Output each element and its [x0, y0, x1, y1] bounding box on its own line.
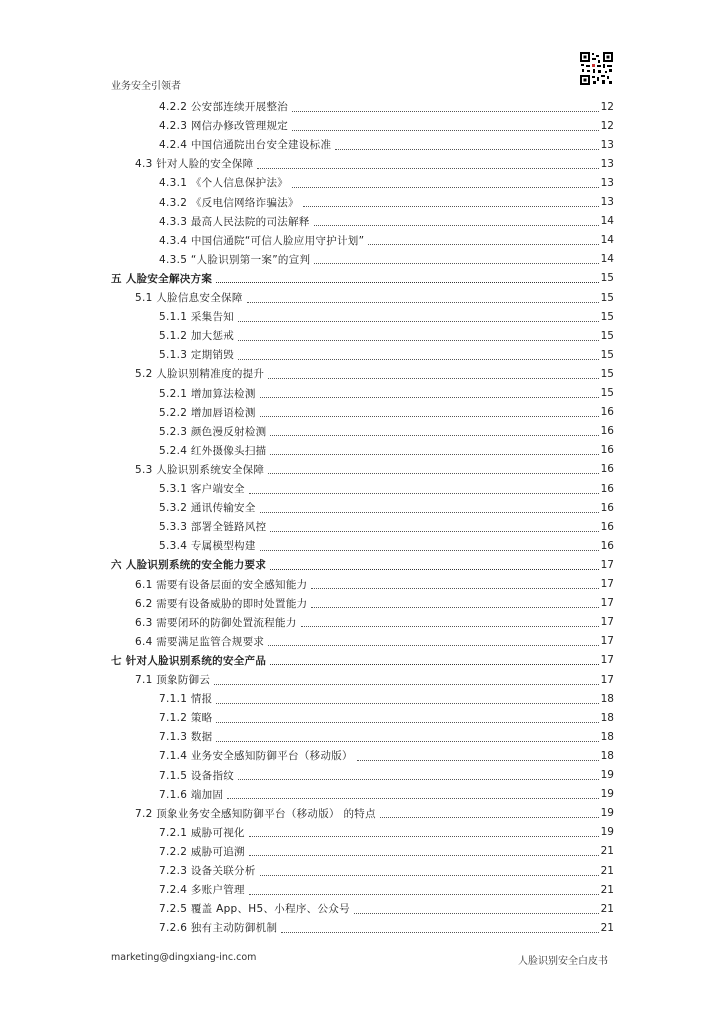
toc-entry-title: 6.1 需要有设备层面的安全感知能力	[135, 578, 308, 591]
toc-entry-title: 4.3.4 中国信通院“可信人脸应用守护计划”	[159, 234, 365, 247]
toc-page-number: 14	[600, 253, 614, 266]
toc-chapter-entry[interactable]	[111, 269, 614, 288]
toc-entry[interactable]	[135, 575, 614, 594]
footer-doc-title: 人脸识别安全白皮书	[518, 956, 608, 967]
toc-entry-title: 4.3.2 《反电信网络诈骗法》	[159, 196, 299, 209]
toc-entry[interactable]	[159, 384, 614, 403]
toc-entry-title: 4.2.3 网信办修改管理规定	[159, 120, 289, 133]
toc-entry-title: 7.2.6 独有主动防御机制	[159, 922, 278, 935]
toc-entry[interactable]	[135, 460, 614, 479]
toc-dot-leader	[260, 549, 599, 551]
toc-entry[interactable]	[159, 231, 614, 250]
toc-page-number: 18	[600, 749, 614, 762]
toc-entry[interactable]	[159, 689, 614, 708]
toc-dot-leader	[238, 778, 599, 780]
toc-entry-title: 7.2.5 覆盖 App、H5、小程序、公众号	[159, 903, 350, 916]
toc-entry[interactable]	[135, 804, 614, 823]
toc-dot-leader	[292, 129, 599, 131]
toc-entry[interactable]	[159, 536, 614, 555]
toc-page-number: 13	[600, 176, 614, 189]
toc-entry[interactable]	[159, 173, 614, 192]
toc-page-number: 16	[600, 425, 614, 438]
toc-page-number: 12	[600, 119, 614, 132]
toc-entry-title: 六 人脸识别系统的安全能力要求	[111, 559, 267, 572]
toc-dot-leader	[270, 663, 598, 665]
toc-entry-title: 7.1.4 业务安全感知防御平台（移动版）	[159, 750, 353, 763]
toc-dot-leader	[260, 396, 599, 398]
toc-dot-leader	[216, 721, 598, 723]
toc-dot-leader	[368, 243, 598, 245]
toc-entry[interactable]	[135, 364, 614, 383]
header-label: 业务安全引领者	[111, 81, 181, 92]
toc-page-number: 16	[600, 463, 614, 476]
toc-dot-leader	[214, 683, 598, 685]
toc-entry-title: 4.2.4 中国信通院出台安全建设标准	[159, 139, 332, 152]
toc-dot-leader	[238, 358, 599, 360]
toc-dot-leader	[227, 797, 598, 799]
toc-entry[interactable]	[135, 288, 614, 307]
toc-page-number: 19	[600, 788, 614, 801]
toc-dot-leader	[270, 568, 598, 570]
toc-page-number: 15	[600, 329, 614, 342]
toc-entry-title: 7.1.5 设备指纹	[159, 769, 235, 782]
qr-code-icon	[579, 51, 614, 86]
toc-entry[interactable]	[159, 842, 614, 861]
toc-page-number: 14	[600, 215, 614, 228]
toc-entry[interactable]	[159, 498, 614, 517]
toc-dot-leader	[249, 492, 599, 494]
toc-page-number: 13	[600, 138, 614, 151]
toc-dot-leader	[354, 912, 599, 914]
toc-entry-title: 5.3.2 通讯传输安全	[159, 502, 256, 515]
toc-entry-title: 7.1.1 情报	[159, 693, 213, 706]
toc-entry-title: 7.2.1 威胁可视化	[159, 826, 245, 839]
toc-dot-leader	[238, 339, 599, 341]
toc-entry-title: 4.3.3 最高人民法院的司法解释	[159, 215, 310, 228]
toc-dot-leader	[380, 816, 599, 818]
toc-entry[interactable]	[159, 212, 614, 231]
toc-entry-title: 4.3.5 “人脸识别第一案”的宣判	[159, 253, 311, 266]
toc-entry[interactable]	[159, 193, 614, 212]
toc-entry-title: 5.2.3 颜色漫反射检测	[159, 425, 267, 438]
toc-entry-title: 7.1.6 端加固	[159, 788, 224, 801]
toc-page-number: 14	[600, 234, 614, 247]
toc-entry-title: 5.2.1 增加算法检测	[159, 387, 256, 400]
toc-entry-title: 5.2 人脸识别精准度的提升	[135, 368, 265, 381]
toc-dot-leader	[238, 320, 599, 322]
toc-dot-leader	[216, 702, 598, 704]
toc-entry[interactable]	[159, 708, 614, 727]
toc-page-number: 17	[600, 616, 614, 629]
toc-dot-leader	[260, 874, 599, 876]
toc-dot-leader	[303, 205, 599, 207]
toc-entry-title: 7.1.3 数据	[159, 731, 213, 744]
toc-page-number: 15	[600, 387, 614, 399]
toc-dot-leader	[257, 167, 598, 169]
toc-dot-leader	[292, 110, 599, 112]
toc-entry[interactable]	[159, 861, 614, 880]
toc-page-number: 19	[600, 826, 614, 839]
toc-entry-title: 五 人脸安全解决方案	[111, 272, 213, 285]
toc-entry[interactable]	[159, 517, 614, 536]
toc-entry-title: 7.2.3 设备关联分析	[159, 865, 256, 877]
toc-page-number: 18	[600, 711, 614, 724]
toc-dot-leader	[270, 453, 598, 455]
toc-page-number: 17	[600, 578, 614, 590]
toc-entry-title: 7.1.2 策略	[159, 712, 213, 725]
toc-entry-title: 5.3.3 部署全链路风控	[159, 521, 267, 534]
toc-dot-leader	[314, 224, 599, 226]
toc-entry-title: 4.3.1 《个人信息保护法》	[159, 177, 289, 190]
toc-page-number: 17	[600, 654, 614, 667]
toc-dot-leader	[270, 530, 598, 532]
toc-dot-leader	[249, 835, 599, 837]
toc-entry[interactable]	[159, 785, 614, 804]
toc-entry[interactable]	[159, 727, 614, 746]
toc-entry-title: 6.3 需要闭环的防御处置流程能力	[135, 616, 297, 629]
toc-page-number: 19	[600, 807, 614, 820]
toc-page-number: 16	[600, 539, 614, 552]
toc-page-number: 15	[600, 272, 614, 285]
toc-chapter-entry[interactable]	[111, 651, 614, 670]
toc-entry[interactable]	[135, 154, 614, 173]
toc-page-number: 15	[600, 291, 614, 304]
toc-entry[interactable]	[135, 632, 614, 651]
toc-page-number: 16	[600, 520, 614, 533]
toc-page-number: 21	[600, 845, 614, 858]
toc-entry[interactable]	[135, 670, 614, 689]
toc-entry[interactable]	[159, 250, 614, 269]
toc-entry-title: 5.1.2 加大惩戒	[159, 330, 235, 343]
toc-entry[interactable]	[159, 479, 614, 498]
toc-page-number: 17	[600, 558, 614, 571]
toc-entry-title: 7.2.4 多账户管理	[159, 884, 245, 897]
toc-page-number: 13	[600, 157, 614, 170]
toc-entry[interactable]	[159, 422, 614, 441]
toc-entry[interactable]	[135, 594, 614, 613]
toc-entry-title: 5.3 人脸识别系统安全保障	[135, 463, 265, 476]
toc-dot-leader	[268, 377, 598, 379]
toc-page-number: 16	[600, 501, 614, 514]
toc-page-number: 18	[600, 692, 614, 705]
toc-entry-title: 4.3 针对人脸的安全保障	[135, 158, 254, 171]
toc-page-number: 19	[600, 769, 614, 781]
toc-dot-leader	[216, 740, 598, 742]
toc-entry-title: 5.2.4 红外摄像头扫描	[159, 444, 267, 457]
toc-page-number: 16	[600, 406, 614, 419]
toc-entry-title: 7.2 顶象业务安全感知防御平台（移动版） 的特点	[135, 807, 376, 820]
toc-page-number: 21	[600, 883, 614, 896]
toc-entry[interactable]	[159, 880, 614, 899]
toc-entry[interactable]	[159, 135, 614, 154]
toc-entry[interactable]	[159, 746, 614, 765]
toc-entry-title: 6.2 需要有设备威胁的即时处置能力	[135, 597, 308, 610]
toc-dot-leader	[268, 472, 598, 474]
toc-entry-title: 5.1 人脸信息安全保障	[135, 292, 243, 304]
toc-page-number: 15	[600, 367, 614, 380]
toc-entry[interactable]	[135, 613, 614, 632]
toc-entry-title: 6.4 需要满足监管合规要求	[135, 635, 265, 648]
toc-dot-leader	[260, 511, 599, 513]
toc-entry-title: 7.1 顶象防御云	[135, 674, 211, 686]
toc-entry-title: 7.2.2 威胁可追溯	[159, 845, 245, 858]
toc-dot-leader	[301, 625, 599, 627]
toc-page-number: 17	[600, 635, 614, 648]
toc-dot-leader	[311, 606, 598, 608]
footer-email[interactable]: marketing@dingxiang-inc.com	[111, 952, 257, 963]
toc-entry-title: 5.3.4 专属模型构建	[159, 540, 256, 553]
toc-dot-leader	[311, 587, 598, 589]
toc-dot-leader	[249, 854, 599, 856]
toc-entry[interactable]	[159, 403, 614, 422]
toc-dot-leader	[249, 893, 599, 895]
toc-entry[interactable]	[159, 766, 614, 785]
toc-entry[interactable]	[159, 326, 614, 345]
toc-page-number: 17	[600, 597, 614, 610]
toc-page-number: 15	[600, 310, 614, 323]
toc-dot-leader	[270, 434, 598, 436]
toc-page-number: 16	[600, 444, 614, 457]
toc-dot-leader	[281, 931, 598, 933]
toc-chapter-entry[interactable]	[111, 555, 614, 574]
toc-page-number: 15	[600, 348, 614, 361]
toc-dot-leader	[335, 148, 598, 150]
toc-dot-leader	[357, 759, 599, 761]
toc-page-number: 17	[600, 673, 614, 686]
toc-entry-title: 5.3.1 客户端安全	[159, 483, 245, 495]
toc-dot-leader	[260, 415, 599, 417]
toc-page-number: 13	[600, 196, 614, 208]
toc-page-number: 18	[600, 730, 614, 743]
toc-entry[interactable]	[159, 918, 614, 937]
toc-entry-title: 七 针对人脸识别系统的安全产品	[111, 654, 267, 667]
toc-page-number: 12	[600, 100, 614, 113]
toc-entry-title: 5.2.2 增加唇语检测	[159, 406, 256, 419]
toc-entry[interactable]	[159, 345, 614, 364]
toc-entry-title: 5.1.3 定期销毁	[159, 349, 235, 362]
toc-entry-title: 5.1.1 采集告知	[159, 311, 235, 324]
toc-page-number: 16	[600, 482, 614, 495]
toc-entry[interactable]	[159, 307, 614, 326]
toc-entry[interactable]	[159, 97, 614, 116]
toc-page-number: 21	[600, 921, 614, 934]
toc-entry[interactable]	[159, 823, 614, 842]
toc-entry[interactable]	[159, 441, 614, 460]
toc-entry-title: 4.2.2 公安部连续开展整治	[159, 101, 289, 113]
toc-dot-leader	[268, 644, 598, 646]
toc-dot-leader	[292, 186, 599, 188]
toc-dot-leader	[314, 262, 598, 264]
toc-dot-leader	[247, 301, 599, 303]
toc-page-number: 21	[600, 864, 614, 877]
toc-dot-leader	[216, 281, 598, 283]
toc-page-number: 21	[600, 902, 614, 915]
toc-entry[interactable]	[159, 899, 614, 918]
toc-entry[interactable]	[159, 116, 614, 135]
